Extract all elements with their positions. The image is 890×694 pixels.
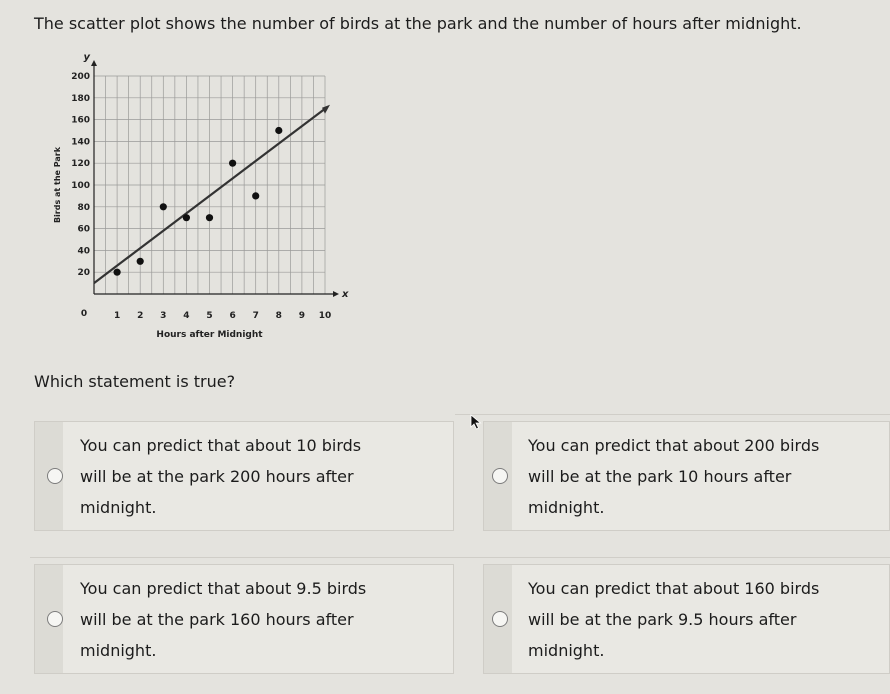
x-tick-label: 8 bbox=[275, 311, 282, 321]
origin-label: 0 bbox=[80, 309, 88, 319]
x-tick-label: 7 bbox=[252, 311, 259, 321]
prompt-text: Which statement is true? bbox=[34, 372, 236, 391]
divider-line bbox=[30, 557, 890, 558]
data-point bbox=[275, 127, 282, 134]
option-line: will be at the park 200 hours after bbox=[80, 467, 354, 486]
radio-button-b[interactable] bbox=[492, 468, 508, 484]
x-tick-label: 6 bbox=[229, 311, 236, 321]
option-d-text bbox=[528, 573, 819, 666]
data-point bbox=[114, 269, 121, 276]
question-text: The scatter plot shows the number of birds at the park and the number of hours after midnight. bbox=[34, 14, 802, 33]
data-point bbox=[229, 160, 236, 167]
data-point bbox=[252, 192, 259, 199]
trend-line-arrow-icon bbox=[322, 105, 330, 114]
scatter-plot bbox=[30, 48, 350, 348]
divider-line bbox=[455, 414, 890, 415]
y-tick-label: 120 bbox=[71, 159, 90, 170]
option-line: You can predict that about 160 birds bbox=[528, 579, 820, 598]
x-tick-label: 1 bbox=[113, 311, 121, 321]
x-tick-label: 9 bbox=[298, 311, 306, 321]
x-tick-label: 4 bbox=[183, 311, 190, 321]
y-axis-letter: y bbox=[83, 52, 90, 63]
answer-option-d[interactable] bbox=[483, 564, 890, 674]
x-tick-label: 10 bbox=[318, 311, 332, 321]
y-tick-label: 160 bbox=[71, 115, 90, 126]
option-line: You can predict that about 10 birds bbox=[80, 436, 362, 455]
y-axis-arrow-icon bbox=[91, 60, 97, 66]
x-tick-label: 2 bbox=[137, 311, 144, 321]
y-tick-label: 180 bbox=[71, 93, 90, 104]
option-line: will be at the park 160 hours after bbox=[80, 610, 354, 629]
x-axis-title: Hours after Midnight bbox=[156, 330, 263, 340]
x-axis-arrow-icon bbox=[333, 291, 339, 297]
option-line: midnight. bbox=[80, 498, 157, 517]
answer-option-c[interactable] bbox=[34, 564, 454, 674]
y-tick-label: 140 bbox=[71, 137, 90, 148]
data-point bbox=[183, 214, 190, 221]
option-line: You can predict that about 200 birds bbox=[528, 436, 820, 455]
x-tick-label: 5 bbox=[206, 311, 213, 321]
option-b-text bbox=[528, 430, 819, 523]
radio-button-c[interactable] bbox=[47, 611, 63, 627]
option-line: midnight. bbox=[528, 641, 605, 660]
data-point bbox=[137, 258, 144, 265]
y-axis-title: Birds at the Park bbox=[53, 146, 62, 224]
answer-option-b[interactable] bbox=[483, 421, 890, 531]
option-line: midnight. bbox=[80, 641, 157, 660]
radio-button-d[interactable] bbox=[492, 611, 508, 627]
data-point bbox=[206, 214, 213, 221]
mouse-pointer-icon bbox=[470, 414, 482, 430]
y-tick-label: 80 bbox=[77, 202, 90, 213]
option-line: will be at the park 10 hours after bbox=[528, 467, 792, 486]
option-line: You can predict that about 9.5 birds bbox=[80, 579, 367, 598]
option-c-text bbox=[80, 573, 366, 666]
y-tick-label: 20 bbox=[77, 268, 90, 279]
radio-button-a[interactable] bbox=[47, 468, 63, 484]
option-line: will be at the park 9.5 hours after bbox=[528, 610, 797, 629]
y-tick-label: 60 bbox=[77, 224, 90, 235]
y-tick-label: 40 bbox=[77, 246, 90, 257]
x-tick-label: 3 bbox=[160, 311, 167, 321]
option-a-text bbox=[80, 430, 361, 523]
answer-option-a[interactable] bbox=[34, 421, 454, 531]
x-axis-letter: x bbox=[342, 289, 349, 300]
option-line: midnight. bbox=[528, 498, 605, 517]
y-tick-label: 200 bbox=[71, 72, 90, 82]
y-tick-label: 100 bbox=[71, 181, 90, 191]
data-point bbox=[160, 203, 167, 210]
